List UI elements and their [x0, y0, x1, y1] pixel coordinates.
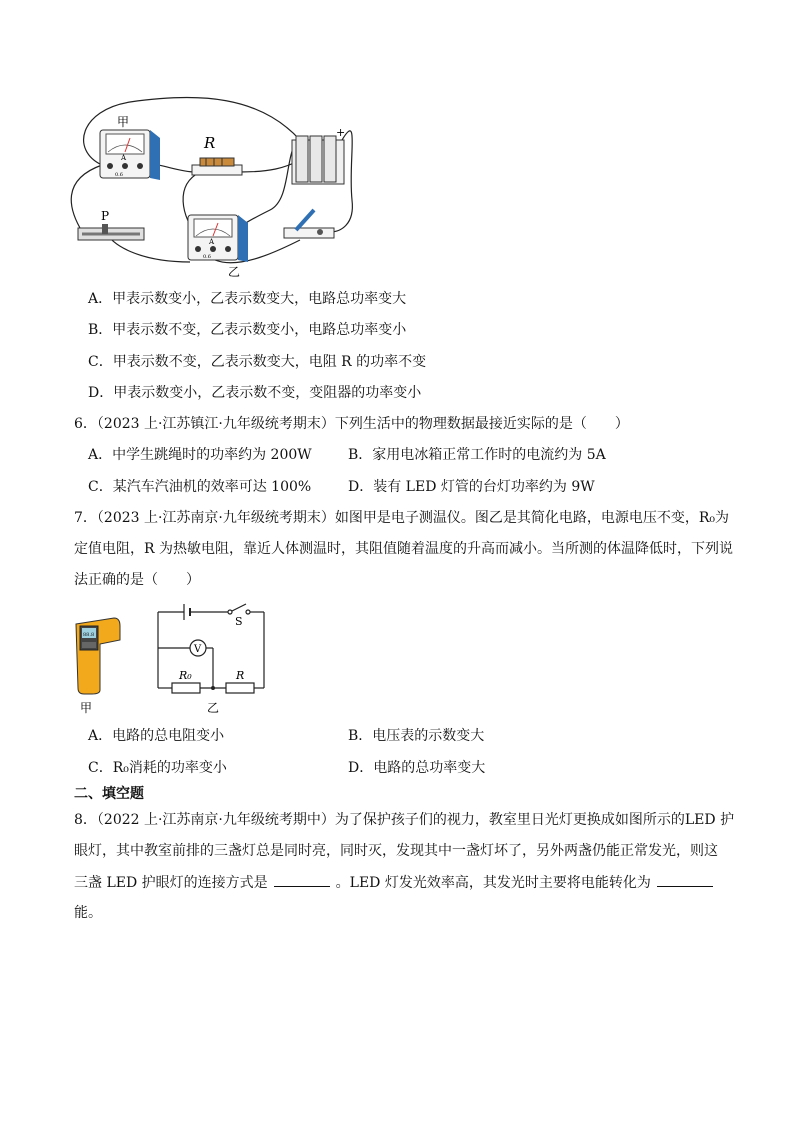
ammeter-jia-a-label: A	[121, 154, 127, 162]
label-jia: 甲	[117, 115, 130, 129]
q8-line-3	[74, 872, 719, 893]
ammeter-jia-icon	[100, 130, 160, 180]
q6-stem: 6．（2023 上·江苏镇江·九年级统考期末）下列生活中的物理数据最接近实际的是（ ）	[74, 416, 629, 432]
q5-option-b: B．甲表示数不变，乙表示数变小，电路总功率变小	[88, 322, 407, 338]
q6-option-a: A．中学生跳绳时的功率约为 200W	[88, 447, 312, 463]
q8-blank-2[interactable]	[657, 872, 713, 887]
q8-line-3-part-2: 。LED 灯发光效率高，其发光时主要将电能转化为	[335, 875, 651, 891]
label-plus: +	[336, 126, 346, 139]
label-p: P	[101, 209, 110, 223]
q7-circuit-diagram	[158, 604, 264, 693]
q7-stem-line-3: 法正确的是（ ）	[74, 572, 200, 588]
battery-icon	[292, 136, 344, 184]
q7-label-r: R	[236, 669, 245, 682]
q7-figure	[0, 598, 794, 728]
label-yi: 乙	[228, 265, 241, 279]
q5-option-d: D．甲表示数变小，乙表示数不变，变阻器的功率变小	[88, 385, 422, 401]
section-heading-fill-blank: 二、填空题	[74, 786, 144, 802]
q7-stem-line-2: 定值电阻，R 为热敏电阻，靠近人体测温时，其阻值随着温度的升高而减小。当所测的体温降低时，下列说	[74, 541, 733, 557]
q7-label-r0: R₀	[179, 669, 192, 682]
q7-label-v: V	[194, 644, 202, 655]
q6-option-b: B．家用电冰箱正常工作时的电流约为 5A	[348, 447, 606, 463]
switch-icon	[284, 210, 334, 238]
rheostat-icon	[78, 224, 144, 240]
q8-blank-1[interactable]	[274, 872, 330, 887]
q8-line-4: 能。	[74, 905, 102, 921]
ammeter-jia-range-label: 0.6	[115, 172, 123, 178]
q7-label-jia: 甲	[80, 701, 93, 715]
resistor-r-icon	[192, 158, 242, 175]
thermometer-display: 88.8	[83, 632, 95, 638]
q7-option-b: B．电压表的示数变大	[348, 728, 485, 744]
ammeter-yi-a-label: A	[209, 238, 215, 246]
q7-option-d: D．电路的总功率变大	[348, 760, 486, 776]
q5-option-a: A．甲表示数变小，乙表示数变大，电路总功率变大	[88, 291, 407, 307]
q8-line-1: 8．（2022 上·江苏南京·九年级统考期中）为了保护孩子们的视力，教室里日光灯更换成如图所示的LED 护	[74, 812, 735, 828]
thermometer-gun-icon	[76, 618, 120, 694]
circuit-figure-1	[0, 0, 794, 290]
label-r: R	[204, 134, 216, 152]
q7-option-a: A．电路的总电阻变小	[88, 728, 225, 744]
ammeter-yi-icon	[188, 215, 248, 262]
q7-option-c: C．R₀消耗的功率变小	[88, 760, 227, 776]
q7-stem-line-1: 7．（2023 上·江苏南京·九年级统考期末）如图甲是电子测温仪。图乙是其简化电路，电源电压不变，R₀为	[74, 510, 730, 526]
q7-label-yi: 乙	[207, 701, 220, 715]
q6-option-d: D．装有 LED 灯管的台灯功率约为 9W	[348, 479, 595, 495]
q8-line-2: 眼灯，其中教室前排的三盏灯总是同时亮，同时灭，发现其中一盏灯坏了，另外两盏仍能正常发光，则这	[74, 843, 718, 859]
q5-option-c: C．甲表示数不变，乙表示数变大，电阻 R 的功率不变	[88, 354, 427, 370]
ammeter-yi-range-label: 0.6	[203, 254, 211, 260]
q8-line-3-part-1: 三盏 LED 护眼灯的连接方式是	[74, 875, 268, 891]
q7-label-s: S	[235, 615, 243, 628]
q6-option-c: C．某汽车汽油机的效率可达 100%	[88, 479, 312, 495]
